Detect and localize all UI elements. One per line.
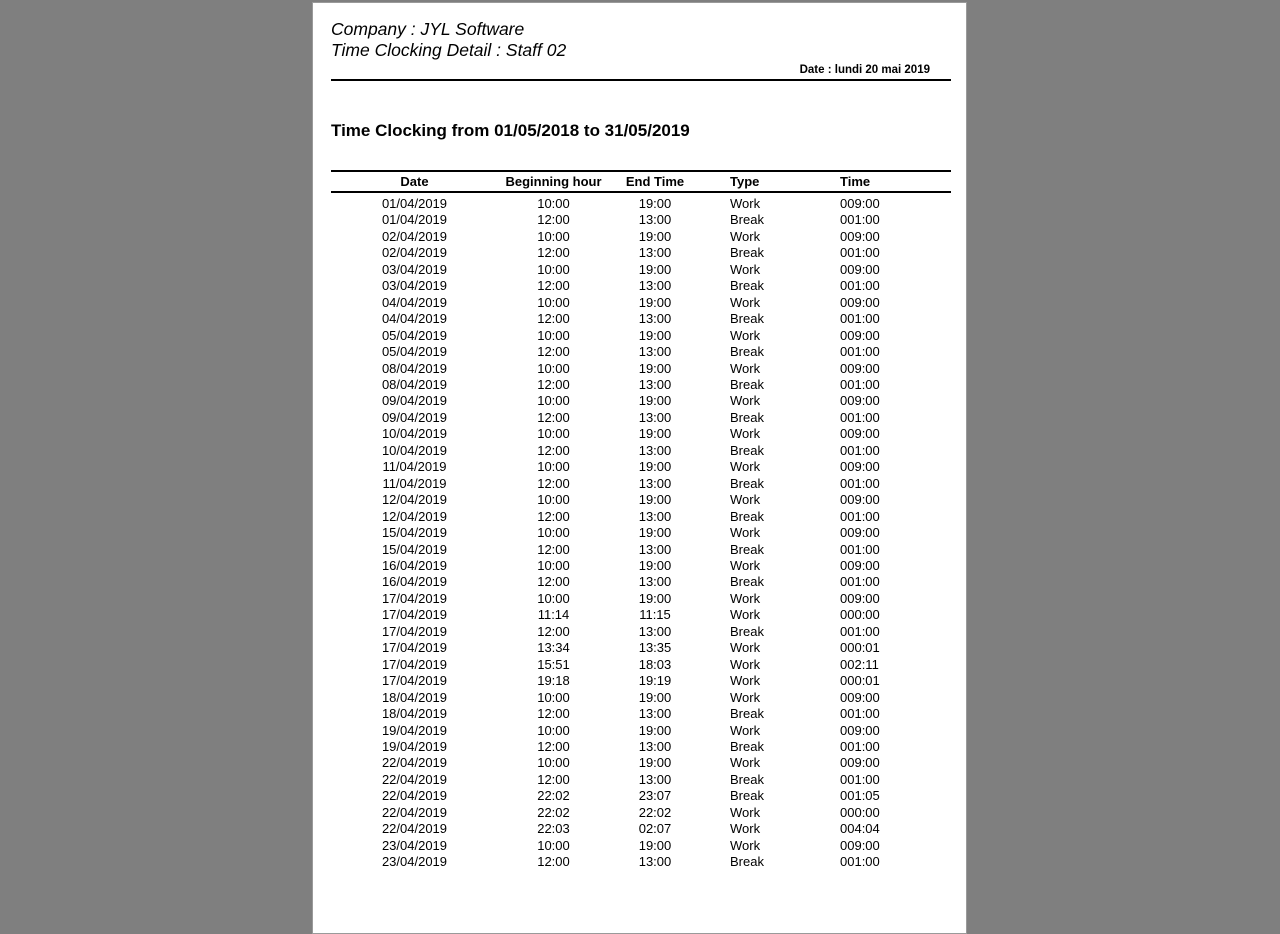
cell-time: 009:00 [840, 360, 880, 376]
cell-time: 001:00 [840, 442, 880, 458]
header-rule [331, 79, 951, 81]
cell-end-time: 13:00 [638, 706, 672, 722]
cell-type: Work [730, 459, 761, 475]
report-header [331, 19, 951, 81]
cell-end-time: 19:19 [638, 673, 672, 689]
cell-beginning-hour: 12:00 [537, 409, 570, 425]
cell-type: Work [730, 360, 761, 376]
cell-time: 001:00 [840, 738, 880, 754]
cell-date: 18/04/2019 [381, 689, 448, 705]
table-row [331, 377, 951, 393]
col-header-date: Date [400, 174, 429, 189]
cell-end-time: 18:03 [638, 656, 672, 672]
cell-time: 009:00 [840, 426, 880, 442]
cell-type: Break [730, 788, 764, 804]
cell-date: 22/04/2019 [381, 788, 448, 804]
cell-beginning-hour: 12:00 [537, 475, 570, 491]
cell-date: 22/04/2019 [381, 821, 448, 837]
cell-date: 05/04/2019 [381, 344, 448, 360]
cell-time: 009:00 [840, 837, 880, 853]
table-row [331, 245, 951, 261]
cell-type: Work [730, 393, 761, 409]
cell-beginning-hour: 12:00 [537, 771, 570, 787]
cell-date: 04/04/2019 [381, 311, 448, 327]
cell-beginning-hour: 12:00 [537, 508, 570, 524]
cell-end-time: 13:00 [638, 278, 672, 294]
cell-time: 001:00 [840, 245, 880, 261]
cell-end-time: 02:07 [638, 821, 672, 837]
cell-beginning-hour: 15:51 [537, 656, 570, 672]
cell-date: 08/04/2019 [381, 360, 448, 376]
cell-type: Break [730, 738, 764, 754]
cell-date: 12/04/2019 [381, 492, 448, 508]
cell-end-time: 13:00 [638, 574, 672, 590]
cell-time: 009:00 [840, 459, 880, 475]
cell-type: Work [730, 294, 761, 310]
cell-type: Work [730, 689, 761, 705]
cell-end-time: 19:00 [638, 722, 672, 738]
table-row [331, 821, 951, 837]
report-title: Time Clocking from 01/05/2018 to 31/05/2019 [331, 121, 690, 140]
cell-beginning-hour: 12:00 [537, 245, 570, 261]
table-row [331, 410, 951, 426]
cell-type: Break [730, 376, 764, 392]
cell-beginning-hour: 10:00 [537, 426, 570, 442]
table-row [331, 805, 951, 821]
table-row [331, 542, 951, 558]
cell-end-time: 13:00 [638, 854, 672, 870]
cell-beginning-hour: 12:00 [537, 212, 570, 228]
time-clocking-table [331, 170, 951, 871]
cell-end-time: 19:00 [638, 755, 672, 771]
table-row [331, 706, 951, 722]
col-header-end-time: End Time [625, 174, 685, 189]
table-row [331, 229, 951, 245]
cell-date: 02/04/2019 [381, 228, 448, 244]
col-header-time: Time [840, 174, 871, 189]
cell-type: Work [730, 525, 761, 541]
cell-type: Break [730, 574, 764, 590]
cell-date: 01/04/2019 [381, 196, 448, 211]
cell-beginning-hour: 10:00 [537, 492, 570, 508]
cell-date: 10/04/2019 [381, 426, 448, 442]
cell-time: 009:00 [840, 755, 880, 771]
cell-time: 000:01 [840, 640, 880, 656]
cell-time: 009:00 [840, 492, 880, 508]
cell-time: 009:00 [840, 557, 880, 573]
cell-end-time: 19:00 [638, 360, 672, 376]
cell-type: Work [730, 673, 761, 689]
cell-type: Work [730, 607, 761, 623]
cell-date: 16/04/2019 [381, 557, 448, 573]
cell-beginning-hour: 22:03 [537, 821, 570, 837]
cell-end-time: 13:00 [638, 508, 672, 524]
cell-beginning-hour: 10:00 [537, 590, 570, 606]
cell-type: Break [730, 541, 764, 557]
cell-beginning-hour: 12:00 [537, 278, 570, 294]
table-row [331, 393, 951, 409]
cell-beginning-hour: 13:34 [537, 640, 570, 656]
cell-end-time: 19:00 [638, 492, 672, 508]
cell-date: 11/04/2019 [382, 475, 447, 491]
cell-date: 11/04/2019 [382, 459, 447, 475]
table-row [331, 278, 951, 294]
cell-date: 02/04/2019 [381, 245, 448, 261]
cell-time: 009:00 [840, 196, 880, 211]
cell-type: Break [730, 442, 764, 458]
cell-date: 12/04/2019 [381, 508, 448, 524]
table-row [331, 311, 951, 327]
table-row [331, 591, 951, 607]
table-row [331, 574, 951, 590]
cell-time: 001:00 [840, 623, 880, 639]
cell-end-time: 13:00 [638, 623, 672, 639]
cell-beginning-hour: 12:00 [537, 738, 570, 754]
cell-time: 009:00 [840, 525, 880, 541]
table-row [331, 344, 951, 360]
table-row [331, 212, 951, 228]
cell-date: 17/04/2019 [381, 656, 448, 672]
cell-time: 001:00 [840, 212, 880, 228]
cell-type: Break [730, 344, 764, 360]
table-row [331, 295, 951, 311]
cell-beginning-hour: 10:00 [537, 393, 570, 409]
cell-time: 000:00 [840, 804, 880, 820]
cell-date: 17/04/2019 [381, 673, 448, 689]
cell-date: 17/04/2019 [381, 607, 448, 623]
company-line: Company : JYL Software [331, 19, 525, 39]
table-row [331, 459, 951, 475]
cell-end-time: 19:00 [638, 590, 672, 606]
cell-time: 001:00 [840, 706, 880, 722]
table-row [331, 607, 951, 623]
cell-time: 001:00 [840, 376, 880, 392]
cell-type: Break [730, 706, 764, 722]
cell-beginning-hour: 10:00 [537, 722, 570, 738]
cell-date: 19/04/2019 [381, 738, 448, 754]
cell-end-time: 19:00 [638, 261, 672, 277]
table-row [331, 772, 951, 788]
cell-type: Break [730, 278, 764, 294]
cell-beginning-hour: 10:00 [537, 360, 570, 376]
table-row [331, 361, 951, 377]
cell-beginning-hour: 10:00 [537, 294, 570, 310]
cell-date: 23/04/2019 [381, 837, 448, 853]
cell-beginning-hour: 22:02 [537, 788, 570, 804]
cell-end-time: 13:35 [638, 640, 672, 656]
cell-beginning-hour: 10:00 [537, 261, 570, 277]
cell-end-time: 19:00 [638, 196, 672, 211]
cell-type: Break [730, 311, 764, 327]
report-page [312, 2, 967, 934]
table-row [331, 673, 951, 689]
cell-end-time: 13:00 [638, 245, 672, 261]
cell-end-time: 11:15 [639, 607, 671, 623]
cell-end-time: 13:00 [638, 344, 672, 360]
table-header-row [331, 171, 951, 192]
table-row [331, 739, 951, 755]
cell-end-time: 19:00 [638, 525, 672, 541]
cell-beginning-hour: 12:00 [537, 344, 570, 360]
cell-time: 000:01 [840, 673, 880, 689]
cell-date: 16/04/2019 [381, 574, 448, 590]
cell-time: 001:00 [840, 409, 880, 425]
cell-beginning-hour: 10:00 [537, 837, 570, 853]
cell-date: 18/04/2019 [381, 706, 448, 722]
table-row [331, 443, 951, 459]
table-row [331, 509, 951, 525]
cell-date: 23/04/2019 [381, 854, 448, 870]
cell-beginning-hour: 22:02 [537, 804, 570, 820]
cell-beginning-hour: 12:00 [537, 623, 570, 639]
cell-type: Work [730, 426, 761, 442]
cell-time: 009:00 [840, 590, 880, 606]
cell-end-time: 13:00 [638, 738, 672, 754]
print-date-line: Date : lundi 20 mai 2019 [799, 64, 930, 76]
cell-beginning-hour: 10:00 [537, 196, 570, 211]
cell-end-time: 19:00 [638, 689, 672, 705]
cell-time: 001:00 [840, 344, 880, 360]
cell-end-time: 23:07 [638, 788, 672, 804]
cell-end-time: 13:00 [638, 311, 672, 327]
table-row [331, 657, 951, 673]
cell-beginning-hour: 12:00 [537, 854, 570, 870]
cell-time: 000:00 [840, 607, 880, 623]
col-header-type: Type [730, 174, 760, 189]
cell-type: Work [730, 261, 761, 277]
cell-type: Break [730, 508, 764, 524]
cell-date: 15/04/2019 [381, 541, 448, 557]
cell-beginning-hour: 10:00 [537, 755, 570, 771]
table-row [331, 788, 951, 804]
cell-time: 001:00 [840, 508, 880, 524]
cell-type: Work [730, 837, 761, 853]
cell-type: Break [730, 475, 764, 491]
table-row [331, 476, 951, 492]
cell-end-time: 19:00 [638, 393, 672, 409]
cell-type: Break [730, 245, 764, 261]
cell-end-time: 13:00 [638, 212, 672, 228]
table-row [331, 196, 951, 212]
cell-type: Work [730, 722, 761, 738]
cell-beginning-hour: 12:00 [537, 442, 570, 458]
cell-time: 001:00 [840, 475, 880, 491]
cell-time: 001:00 [840, 278, 880, 294]
cell-type: Work [730, 228, 761, 244]
cell-date: 17/04/2019 [381, 623, 448, 639]
table-row [331, 624, 951, 640]
table-row [331, 690, 951, 706]
table-row [331, 525, 951, 541]
cell-type: Work [730, 557, 761, 573]
cell-end-time: 19:00 [638, 557, 672, 573]
cell-type: Work [730, 755, 761, 771]
report-page-inner [313, 3, 966, 871]
cell-beginning-hour: 12:00 [537, 574, 570, 590]
cell-end-time: 13:00 [638, 376, 672, 392]
cell-type: Break [730, 623, 764, 639]
cell-beginning-hour: 12:00 [537, 706, 570, 722]
cell-date: 10/04/2019 [381, 442, 448, 458]
cell-time: 001:05 [840, 788, 880, 804]
cell-time: 001:00 [840, 574, 880, 590]
cell-beginning-hour: 10:00 [537, 689, 570, 705]
cell-date: 22/04/2019 [381, 755, 448, 771]
cell-end-time: 13:00 [638, 475, 672, 491]
cell-time: 001:00 [840, 541, 880, 557]
table-row [331, 640, 951, 656]
cell-end-time: 13:00 [638, 409, 672, 425]
cell-type: Work [730, 492, 761, 508]
table-row [331, 262, 951, 278]
cell-date: 17/04/2019 [381, 640, 448, 656]
cell-time: 009:00 [840, 294, 880, 310]
cell-time: 009:00 [840, 393, 880, 409]
cell-time: 001:00 [840, 854, 880, 870]
cell-beginning-hour: 10:00 [537, 327, 570, 343]
cell-end-time: 19:00 [638, 228, 672, 244]
cell-type: Work [730, 590, 761, 606]
cell-time: 009:00 [840, 228, 880, 244]
cell-time: 001:00 [840, 771, 880, 787]
cell-date: 04/04/2019 [381, 294, 448, 310]
cell-date: 15/04/2019 [381, 525, 448, 541]
cell-type: Work [730, 327, 761, 343]
table-row [331, 558, 951, 574]
cell-time: 004:04 [840, 821, 880, 837]
cell-time: 009:00 [840, 261, 880, 277]
cell-date: 22/04/2019 [381, 804, 448, 820]
cell-time: 009:00 [840, 327, 880, 343]
cell-date: 09/04/2019 [381, 409, 448, 425]
cell-beginning-hour: 12:00 [537, 376, 570, 392]
cell-date: 01/04/2019 [381, 212, 448, 228]
cell-date: 03/04/2019 [381, 261, 448, 277]
cell-beginning-hour: 10:00 [537, 459, 570, 475]
cell-type: Work [730, 821, 761, 837]
cell-end-time: 22:02 [638, 804, 672, 820]
table-head [331, 171, 951, 192]
table-row [331, 426, 951, 442]
cell-beginning-hour: 10:00 [537, 525, 570, 541]
table-row [331, 854, 951, 870]
table-row [331, 723, 951, 739]
cell-beginning-hour: 10:00 [537, 228, 570, 244]
cell-date: 17/04/2019 [381, 590, 448, 606]
cell-time: 009:00 [840, 722, 880, 738]
cell-end-time: 19:00 [638, 837, 672, 853]
cell-time: 001:00 [840, 311, 880, 327]
table-row [331, 838, 951, 854]
table-body [331, 192, 951, 871]
cell-date: 22/04/2019 [381, 771, 448, 787]
cell-beginning-hour: 12:00 [537, 541, 570, 557]
cell-type: Break [730, 854, 764, 870]
cell-end-time: 19:00 [638, 426, 672, 442]
cell-end-time: 19:00 [638, 459, 672, 475]
cell-end-time: 19:00 [638, 294, 672, 310]
table-row [331, 755, 951, 771]
cell-time: 002:11 [840, 656, 879, 672]
table-row [331, 328, 951, 344]
cell-type: Work [730, 196, 761, 211]
cell-date: 05/04/2019 [381, 327, 448, 343]
cell-date: 08/04/2019 [381, 376, 448, 392]
cell-type: Work [730, 640, 761, 656]
cell-type: Break [730, 212, 764, 228]
cell-beginning-hour: 12:00 [537, 311, 570, 327]
cell-beginning-hour: 19:18 [537, 673, 570, 689]
cell-type: Work [730, 804, 761, 820]
report-subject-line: Time Clocking Detail : Staff 02 [331, 40, 567, 60]
cell-type: Work [730, 656, 761, 672]
cell-end-time: 13:00 [638, 442, 672, 458]
cell-end-time: 13:00 [638, 771, 672, 787]
table-row [331, 492, 951, 508]
cell-type: Break [730, 409, 764, 425]
cell-date: 09/04/2019 [381, 393, 448, 409]
cell-date: 03/04/2019 [381, 278, 448, 294]
cell-beginning-hour: 10:00 [537, 557, 570, 573]
cell-type: Break [730, 771, 764, 787]
cell-end-time: 13:00 [638, 541, 672, 557]
cell-beginning-hour: 11:14 [537, 607, 570, 623]
col-header-beginning-hour: Beginning hour [505, 174, 602, 189]
cell-date: 19/04/2019 [381, 722, 448, 738]
cell-time: 009:00 [840, 689, 880, 705]
cell-end-time: 19:00 [638, 327, 672, 343]
